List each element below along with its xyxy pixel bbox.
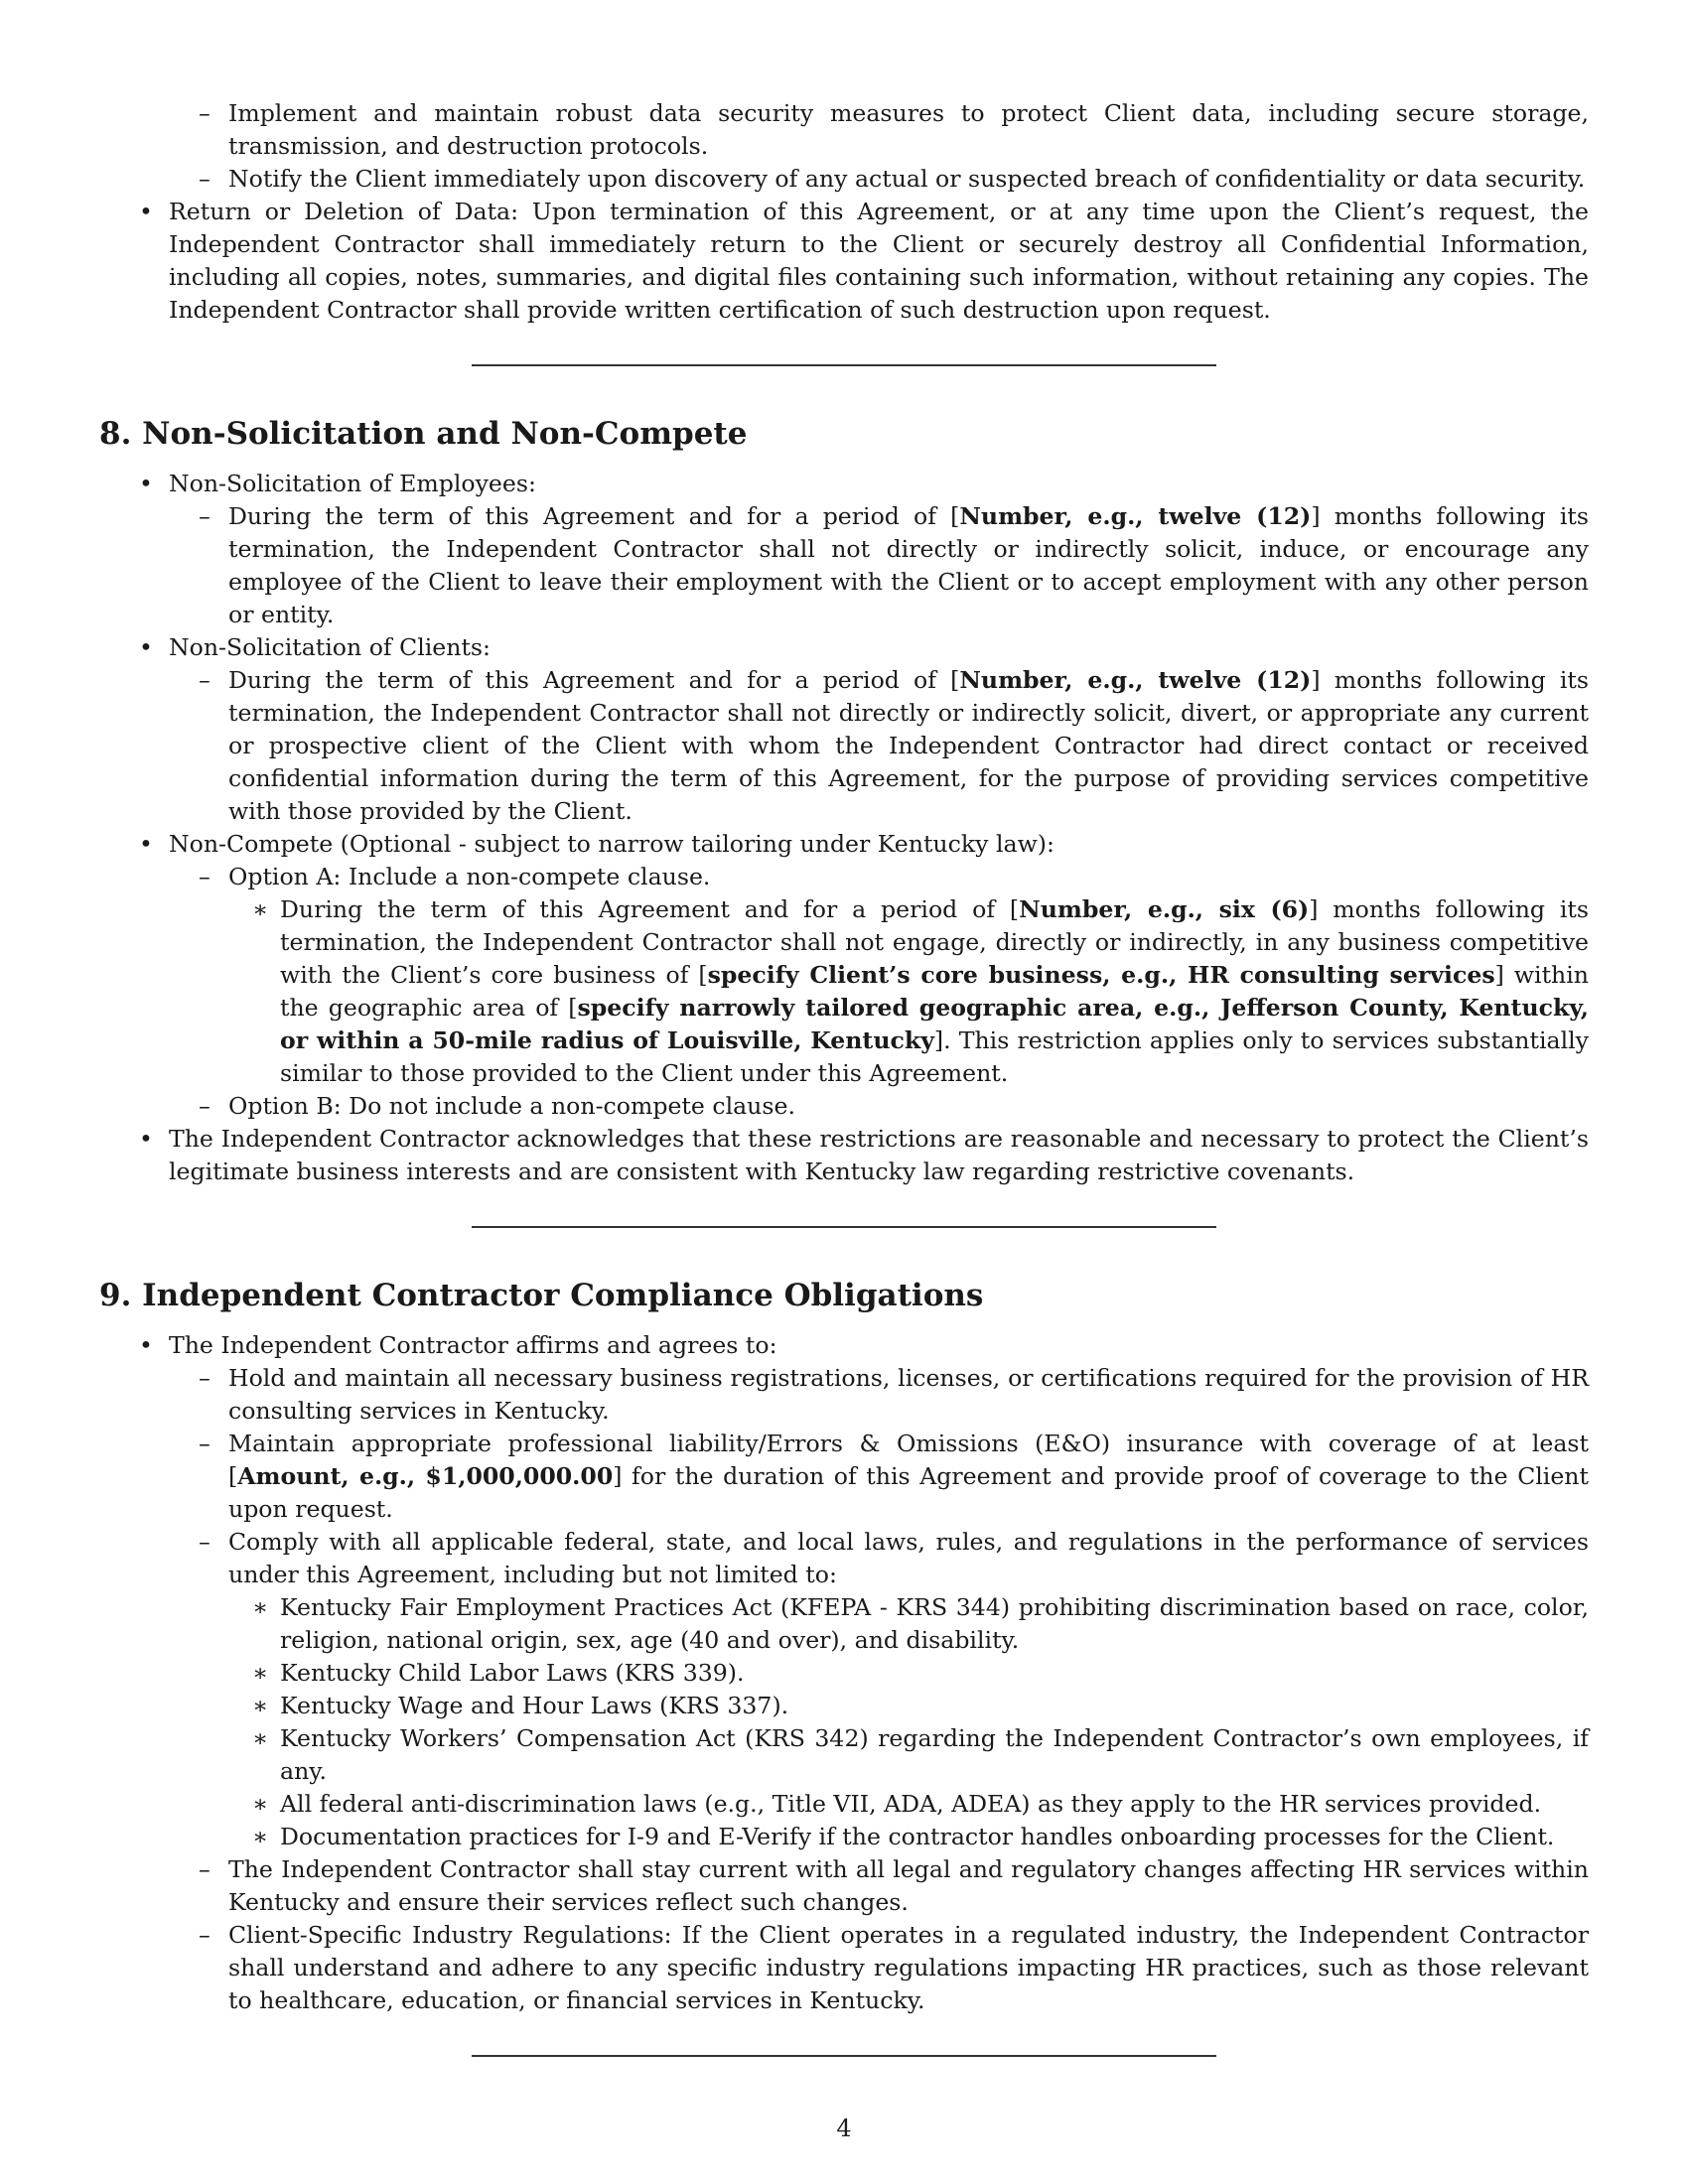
list-item: ∗ Kentucky Fair Employment Practices Act (KFEPA - KRS 344) prohibiting discrimination based on race, color, religion, national origin, sex, age (40 and over), and disability. xyxy=(252,1593,1589,1654)
list-item: – Option A: Include a non-compete clause. xyxy=(199,863,711,890)
list-item: • Return or Deletion of Data: Upon termination of this Agreement, or at any time upon the Client’s request, the Independent Contractor shall immediately return to the Client or securely destroy all Confidential Information, including all copies, notes, summaries, and digital files containing such information, without retaining any copies. The Independent Contractor shall provide written certification of such destruction upon request. xyxy=(139,198,1589,324)
section-divider xyxy=(472,364,1216,366)
list-item: ∗ Documentation practices for I-9 and E-Verify if the contractor handles onboarding processes for the Client. xyxy=(252,1823,1555,1850)
list-item: – Implement and maintain robust data security measures to protect Client data, including secure storage, transmission, and destruction protocols. xyxy=(199,99,1589,160)
section-title: 9. Independent Contractor Compliance Obligations xyxy=(99,1278,984,1313)
list-item: – Hold and maintain all necessary business registrations, licenses, or certifications required for the provision of HR consulting services in Kentucky. xyxy=(199,1364,1589,1425)
list-item: – During the term of this Agreement and for a period of [Number, e.g., twelve (12)] months following its termination, the Independent Contractor shall not directly or indirectly solicit, induce, or encourage any employee of the Client to leave their employment with the Client or to accept employment with any other person or entity. xyxy=(199,502,1589,628)
list-item: ∗ All federal anti-discrimination laws (e.g., Title VII, ADA, ADEA) as they apply to the HR services provided. xyxy=(252,1790,1542,1818)
section-divider xyxy=(472,1226,1216,1228)
list-item: – Option B: Do not include a non-compete clause. xyxy=(199,1092,795,1120)
list-item: ∗ During the term of this Agreement and for a period of [Number, e.g., six (6)] months following its termination, the Independent Contractor shall not engage, directly or indirectly, in any business competitive with the Client’s core business of [specify Client’s core business, e.g., HR consulting services] within the geographic area of [specify narrowly tailored geographic area, e.g., Jefferson County, Kentucky, or within a 50-mile radius of Louisville, Kentucky]. This restriction applies only to services substantially similar to those provided to the Client under this Agreement. xyxy=(252,895,1589,1087)
list-item: ∗ Kentucky Wage and Hour Laws (KRS 337). xyxy=(252,1692,789,1719)
list-item: – Client-Specific Industry Regulations: If the Client operates in a regulated industry, the Independent Contractor shall understand and adhere to any specific industry regulations impacting HR practices, such as those relevant to healthcare, education, or financial services in Kentucky. xyxy=(199,1921,1589,2014)
list-item: – Maintain appropriate professional liability/Errors & Omissions (E&O) insurance with coverage of at least [Amount, e.g., $1,000,000.00] for the duration of this Agreement and provide proof of coverage to the Client upon request. xyxy=(199,1430,1589,1523)
list-item: ∗ Kentucky Child Labor Laws (KRS 339). xyxy=(252,1659,745,1687)
list-item: • Non-Compete (Optional - subject to narrow tailoring under Kentucky law): xyxy=(139,830,1055,858)
list-item: • The Independent Contractor affirms and agrees to: xyxy=(139,1331,777,1359)
list-item: • The Independent Contractor acknowledges that these restrictions are reasonable and necessary to protect the Client’s legitimate business interests and are consistent with Kentucky law regarding restrictive covenants. xyxy=(139,1125,1589,1185)
list-item: – During the term of this Agreement and for a period of [Number, e.g., twelve (12)] months following its termination, the Independent Contractor shall not directly or indirectly solicit, divert, or appropriate any current or prospective client of the Client with whom the Independent Contractor had direct contact or received confidential information during the term of this Agreement, for the purpose of providing services competitive with those provided by the Client. xyxy=(199,666,1589,825)
list-item: – The Independent Contractor shall stay current with all legal and regulatory changes affecting HR services within Kentucky and ensure their services reflect such changes. xyxy=(199,1855,1589,1916)
list-item: – Notify the Client immediately upon discovery of any actual or suspected breach of confidentiality or data security. xyxy=(199,165,1586,193)
section-title: 8. Non-Solicitation and Non-Compete xyxy=(99,416,748,452)
list-item: – Comply with all applicable federal, state, and local laws, rules, and regulations in the performance of services under this Agreement, including but not limited to: xyxy=(199,1528,1589,1588)
section-divider xyxy=(472,2055,1216,2057)
list-item: • Non-Solicitation of Clients: xyxy=(139,633,491,661)
page-number: 4 xyxy=(836,2115,852,2142)
document-page xyxy=(99,97,1589,2057)
list-item: • Non-Solicitation of Employees: xyxy=(139,470,536,497)
list-item: ∗ Kentucky Workers’ Compensation Act (KRS 342) regarding the Independent Contractor’s own employees, if any. xyxy=(252,1724,1589,1785)
